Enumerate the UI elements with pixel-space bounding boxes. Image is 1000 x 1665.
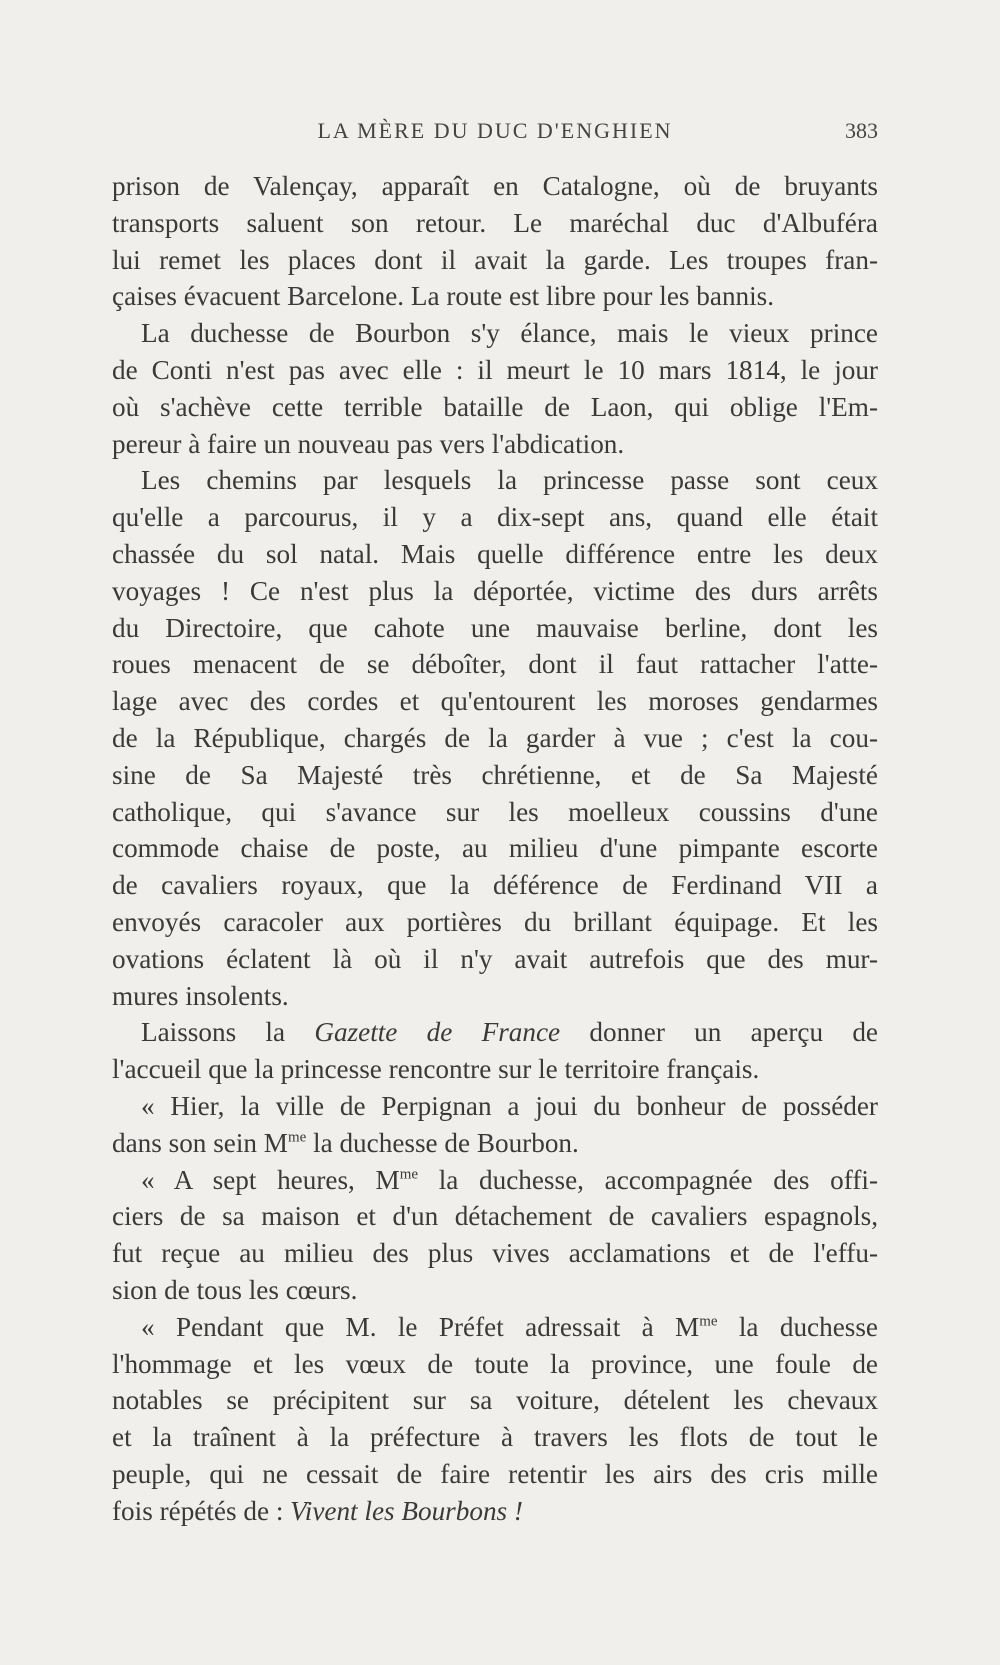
superscript: me: [287, 1129, 307, 1146]
text-line: fut reçue au milieu des plus vives acclamations et de l'effu-: [112, 1238, 878, 1269]
text-line: prison de Valençay, apparaît en Catalogne, où de bruyants: [112, 171, 878, 201]
line-text: la duchesse de Bourbon.: [306, 1127, 579, 1158]
text-line: notables se précipitent sur sa voiture, dételent les chevaux: [112, 1385, 878, 1416]
text-line: qu'elle a parcourus, il y a dix-sept ans, quand elle était: [112, 502, 878, 533]
text-line: voyages ! Ce n'est plus la déportée, victime des durs arrêts: [112, 575, 878, 606]
text-line: [112, 1088, 878, 1125]
text-line: l'hommage et les vœux de toute la province, une foule de: [112, 1348, 878, 1379]
text-line: chassée du sol natal. Mais quelle différence entre les deux: [112, 538, 878, 569]
text-line: ovations éclatent là où il n'y avait autrefois que des mur-: [112, 943, 878, 974]
body-text: [112, 168, 878, 1529]
text-line: [112, 1125, 878, 1162]
text-line: catholique, qui s'avance sur les moelleux coussins d'une: [112, 796, 878, 827]
superscript: me: [699, 1313, 718, 1330]
text-line: ciers de sa maison et d'un détachement de cavaliers espagnols,: [112, 1201, 878, 1232]
running-title: LA MÈRE DU DUC D'ENGHIEN: [317, 118, 673, 143]
superscript: me: [399, 1166, 418, 1183]
line-text: fois répétés de :: [112, 1495, 291, 1526]
text-line: mures insolents.: [112, 980, 289, 1011]
text-line: peuple, qui ne cessait de faire retentir les airs des cris mille: [112, 1458, 878, 1489]
text-line: envoyés caracoler aux portières du brillant équipage. Et les: [112, 906, 878, 937]
text-line: l'accueil que la princesse rencontre sur le territoire français.: [112, 1054, 760, 1085]
text-line: de Conti n'est pas avec elle : il meurt le 10 mars 1814, le jour: [112, 354, 878, 385]
text-line: et la traînent à la préfecture à travers les flots de tout le: [112, 1422, 878, 1453]
text-line: du Directoire, que cahote une mauvaise berline, dont les: [112, 612, 878, 643]
text-line: Les chemins par lesquels la princesse passe sont ceux: [141, 465, 878, 496]
text-line: lage avec des cordes et qu'entourent les moroses gendarmes: [112, 686, 878, 717]
line-text: « Pendant que M. le Préfet adressait à M: [141, 1311, 700, 1342]
line-text: « Hier, la ville de Perpignan a joui du bonheur de posséder: [141, 1090, 878, 1121]
line-text: la duchesse, accompagnée des offi-: [418, 1164, 878, 1195]
text-line: de cavaliers royaux, que la déférence de Ferdinand VII a: [112, 870, 878, 901]
page-number: 383: [845, 118, 878, 143]
text-line: où s'achève cette terrible bataille de Laon, qui oblige l'Em-: [112, 391, 878, 422]
text-line: [112, 1309, 878, 1346]
text-line: [112, 1493, 878, 1530]
text-line: sion de tous les cœurs.: [112, 1274, 358, 1305]
text-line: [112, 1014, 878, 1051]
text-line: çaises évacuent Barcelone. La route est libre pour les bannis.: [112, 281, 775, 312]
text-line: commode chaise de poste, au milieu d'une pimpante escorte: [112, 833, 878, 864]
italic-exclamation: Vivent les Bourbons !: [290, 1495, 523, 1526]
text-line: de la République, chargés de la garder à vue ; c'est la cou-: [112, 722, 878, 753]
text-line: transports saluent son retour. Le maréchal duc d'Albuféra: [112, 207, 878, 238]
line-text: « A sept heures, M: [141, 1164, 400, 1195]
line-text: Laissons la: [141, 1017, 315, 1048]
line-text: dans son sein M: [112, 1127, 288, 1158]
text-line: sine de Sa Majesté très chrétienne, et de Sa Majesté: [112, 759, 878, 790]
line-text: donner un aperçu de: [560, 1017, 878, 1048]
text-line: lui remet les places dont il avait la garde. Les troupes fran-: [112, 244, 878, 275]
line-text: la duchesse: [717, 1311, 878, 1342]
text-line: pereur à faire un nouveau pas vers l'abdication.: [112, 428, 625, 459]
text-line: roues menacent de se déboîter, dont il faut rattacher l'atte-: [112, 649, 878, 680]
text-line: La duchesse de Bourbon s'y élance, mais le vieux prince: [141, 318, 878, 349]
italic-title: Gazette de France: [314, 1017, 561, 1048]
text-line: [112, 1162, 878, 1199]
